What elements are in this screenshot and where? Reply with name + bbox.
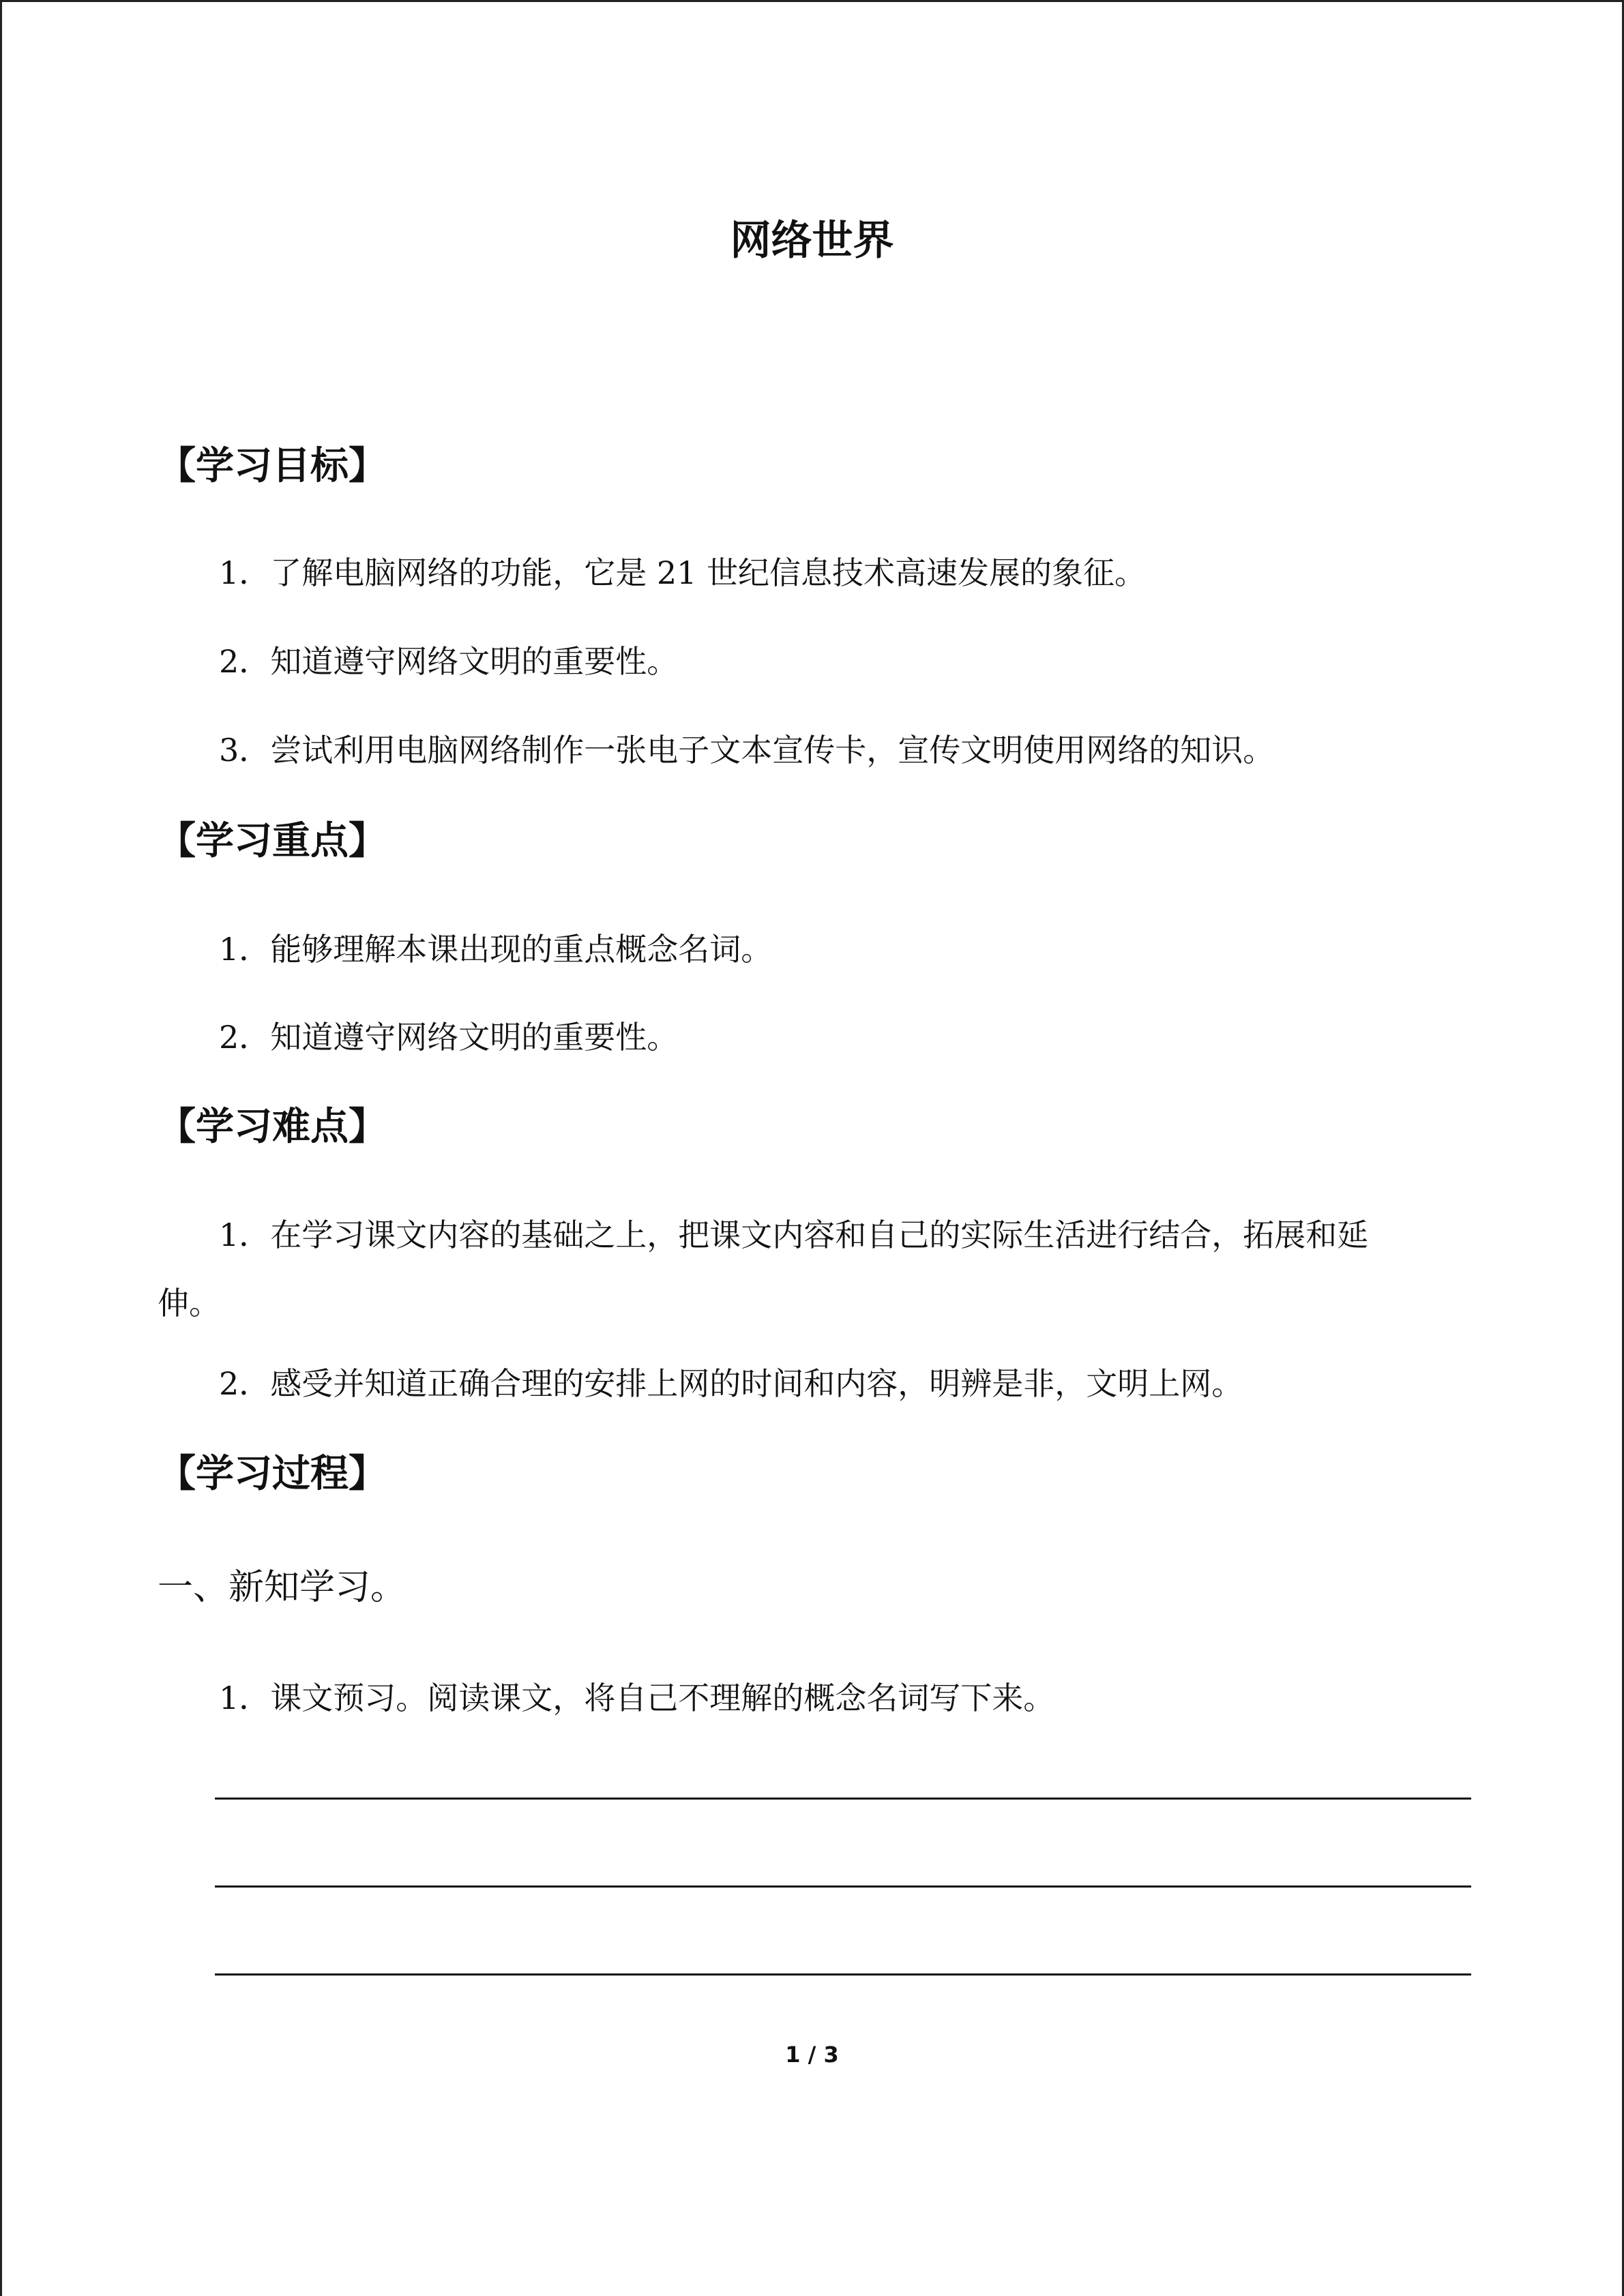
objective-item-1: 1．了解电脑网络的功能，它是 21 世纪信息技术高速发展的象征。	[219, 554, 1147, 591]
key-point-item-1: 1．能够理解本课出现的重点概念名词。	[219, 931, 773, 968]
section-heading-difficulties: 【学习难点】	[158, 1105, 387, 1149]
page-number: 1 / 3	[785, 2042, 839, 2068]
section-heading-objectives: 【学习目标】	[158, 444, 387, 488]
section-heading-process: 【学习过程】	[158, 1452, 387, 1496]
difficulty-item-1: 1．在学习课文内容的基础之上，把课文内容和自己的实际生活进行结合，拓展和延伸。	[158, 1217, 1369, 1322]
key-point-item-2: 2．知道遵守网络文明的重要性。	[219, 1019, 679, 1056]
objective-item-3: 3．尝试利用电脑网络制作一张电子文本宣传卡，宣传文明使用网络的知识。	[219, 732, 1275, 769]
objective-item-2: 2．知道遵守网络文明的重要性。	[219, 643, 679, 680]
answer-line-2[interactable]	[215, 1885, 1471, 1888]
part-title-new-knowledge: 一、新知学习。	[158, 1567, 407, 1608]
answer-line-3[interactable]	[215, 1973, 1471, 1976]
answer-line-1[interactable]	[215, 1798, 1471, 1800]
section-heading-key-points: 【学习重点】	[158, 819, 387, 863]
document-title: 网络世界	[730, 217, 894, 265]
difficulty-item-2: 2．感受并知道正确合理的安排上网的时间和内容，明辨是非，文明上网。	[219, 1365, 1243, 1402]
process-item-1: 1．课文预习。阅读课文，将自己不理解的概念名词写下来。	[219, 1680, 1055, 1716]
